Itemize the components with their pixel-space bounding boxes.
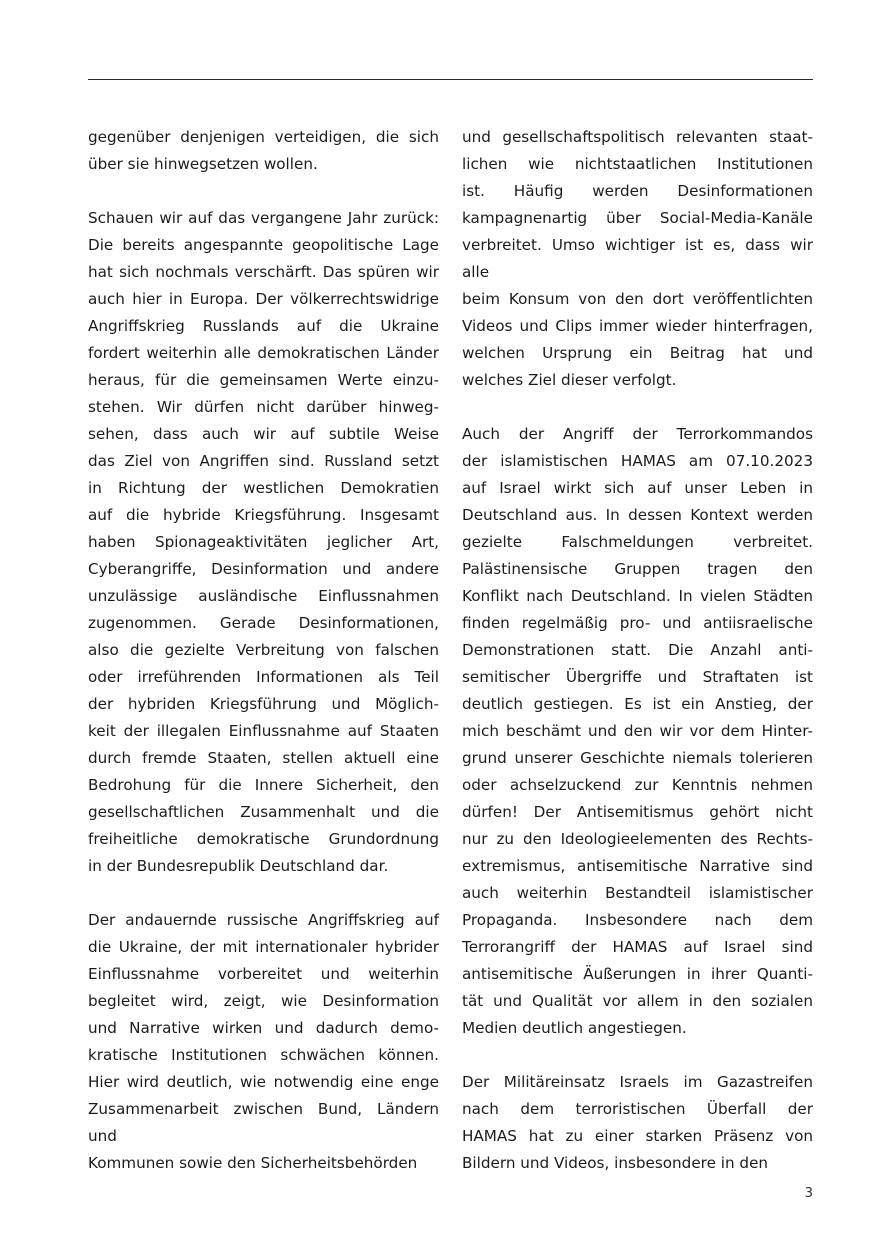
text-line: extremismus, antisemitische Narrative sind — [462, 857, 813, 875]
paragraph — [88, 907, 439, 1177]
text-line: das Ziel von Angriffen sind. Russland setzt — [88, 452, 439, 470]
text-line: Der Militäreinsatz Israels im Gazastreifen — [462, 1073, 813, 1091]
paragraph — [88, 124, 439, 178]
text-line: begleitet wird, zeigt, wie Desinformation — [88, 992, 439, 1010]
text-line: Der andauernde russische Angriffskrieg auf — [88, 911, 439, 929]
text-line: auch weiterhin Bestandteil islamistischer — [462, 884, 813, 902]
text-line: dürfen! Der Antisemitismus gehört nicht — [462, 803, 813, 821]
text-line: auf die hybride Kriegsführung. Insgesamt — [88, 506, 439, 524]
text-line: der islamistischen HAMAS am 07.10.2023 — [462, 452, 813, 470]
text-line: zugenommen. Gerade Desinformationen, — [88, 614, 439, 632]
text-line: haben Spionageaktivitäten jeglicher Art, — [88, 533, 439, 551]
text-line: lichen wie nichtstaatlichen Institutionen — [462, 155, 813, 173]
text-line: also die gezielte Verbreitung von falschen — [88, 641, 439, 659]
text-line: durch fremde Staaten, stellen aktuell eine — [88, 749, 439, 767]
paragraph — [462, 1069, 813, 1177]
paragraph-gap — [88, 178, 439, 205]
text-line: finden regelmäßig pro- und antiisraelische — [462, 614, 813, 632]
text-line: Konflikt nach Deutschland. In vielen Städten — [462, 587, 813, 605]
text-line: gesellschaftlichen Zusammenhalt und die — [88, 803, 439, 821]
text-line: hat sich nochmals verschärft. Das spüren wir — [88, 263, 439, 281]
text-line: Die bereits angespannte geopolitische Lage — [88, 236, 439, 254]
text-line: antisemitische Äußerungen in ihrer Quanti- — [462, 965, 813, 983]
paragraph — [462, 421, 813, 1042]
paragraph-gap — [462, 1042, 813, 1069]
text-line: semitischer Übergriffe und Straftaten ist — [462, 668, 813, 686]
text-line: kampagnenartig über Social-Media-Kanäle — [462, 209, 813, 227]
text-line: in der Bundesrepublik Deutschland dar. — [88, 857, 389, 875]
text-line: Bedrohung für die Innere Sicherheit, den — [88, 776, 439, 794]
text-line: Propaganda. Insbesondere nach dem — [462, 911, 813, 929]
text-line: Deutschland aus. In dessen Kontext werden — [462, 506, 813, 524]
text-line: fordert weiterhin alle demokratischen Länder — [88, 344, 439, 362]
text-line: grund unserer Geschichte niemals tolerieren — [462, 749, 813, 767]
text-line: gegenüber denjenigen verteidigen, die sich — [88, 128, 439, 146]
text-line: keit der illegalen Einflussnahme auf Staaten — [88, 722, 439, 740]
text-line: deutlich gestiegen. Es ist ein Anstieg, der — [462, 695, 813, 713]
paragraph-gap — [462, 394, 813, 421]
text-line: Videos und Clips immer wieder hinterfragen, — [462, 317, 813, 335]
text-line: welchen Ursprung ein Beitrag hat und — [462, 344, 813, 362]
text-line: Angriffskrieg Russlands auf die Ukraine — [88, 317, 439, 335]
text-line: heraus, für die gemeinsamen Werte einzu- — [88, 371, 439, 389]
text-line: ist. Häufig werden Desinformationen — [462, 182, 813, 200]
text-line: und gesellschaftspolitisch relevanten staat- — [462, 128, 813, 146]
left-column — [88, 124, 439, 1177]
text-line: auch hier in Europa. Der völkerrechtswidrige — [88, 290, 439, 308]
text-line: Cyberangriffe, Desinformation und andere — [88, 560, 439, 578]
text-line: Auch der Angriff der Terrorkommandos — [462, 425, 813, 443]
page-number: 3 — [804, 1186, 813, 1201]
text-line: oder irreführenden Informationen als Teil — [88, 668, 439, 686]
text-line: verbreitet. Umso wichtiger ist es, dass wir alle — [462, 236, 813, 281]
text-line: Medien deutlich angestiegen. — [462, 1019, 687, 1037]
text-line: nur zu den Ideologieelementen des Rechts- — [462, 830, 813, 848]
text-line: Demonstrationen statt. Die Anzahl anti- — [462, 641, 813, 659]
text-line: HAMAS hat zu einer starken Präsenz von — [462, 1127, 813, 1145]
text-line: Terrorangriff der HAMAS auf Israel sind — [462, 938, 813, 956]
text-line: beim Konsum von den dort veröffentlichten — [462, 290, 813, 308]
text-line: Kommunen sowie den Sicherheitsbehörden — [88, 1154, 418, 1172]
text-line: Bildern und Videos, insbesondere in den — [462, 1154, 769, 1172]
paragraph-gap — [88, 880, 439, 907]
right-column — [462, 124, 813, 1177]
text-line: stehen. Wir dürfen nicht darüber hinweg- — [88, 398, 439, 416]
paragraph — [88, 205, 439, 880]
text-line: nach dem terroristischen Überfall der — [462, 1100, 813, 1118]
text-line: Hier wird deutlich, wie notwendig eine enge — [88, 1073, 439, 1091]
text-line: oder achselzuckend zur Kenntnis nehmen — [462, 776, 813, 794]
text-line: der hybriden Kriegsführung und Möglich- — [88, 695, 439, 713]
text-line: kratische Institutionen schwächen können. — [88, 1046, 439, 1064]
text-line: und Narrative wirken und dadurch demo- — [88, 1019, 439, 1037]
text-line: Zusammenarbeit zwischen Bund, Ländern und — [88, 1100, 439, 1145]
paragraph — [462, 124, 813, 394]
text-line: freiheitliche demokratische Grundordnung — [88, 830, 439, 848]
text-line: auf Israel wirkt sich auf unser Leben in — [462, 479, 813, 497]
text-line: in Richtung der westlichen Demokratien — [88, 479, 439, 497]
text-line: gezielte Falschmeldungen verbreitet. — [462, 533, 813, 551]
text-line: tät und Qualität vor allem in den sozialen — [462, 992, 813, 1010]
header-rule — [88, 79, 813, 80]
text-line: über sie hinwegsetzen wollen. — [88, 155, 318, 173]
text-line: welches Ziel dieser verfolgt. — [462, 371, 677, 389]
text-line: Schauen wir auf das vergangene Jahr zurück: — [88, 209, 439, 227]
text-line: die Ukraine, der mit internationaler hybrider — [88, 938, 439, 956]
text-line: sehen, dass auch wir auf subtile Weise — [88, 425, 439, 443]
text-line: unzulässige ausländische Einflussnahmen — [88, 587, 439, 605]
text-line: mich beschämt und den wir vor dem Hinter- — [462, 722, 813, 740]
text-line: Palästinensische Gruppen tragen den — [462, 560, 813, 578]
text-line: Einflussnahme vorbereitet und weiterhin — [88, 965, 439, 983]
